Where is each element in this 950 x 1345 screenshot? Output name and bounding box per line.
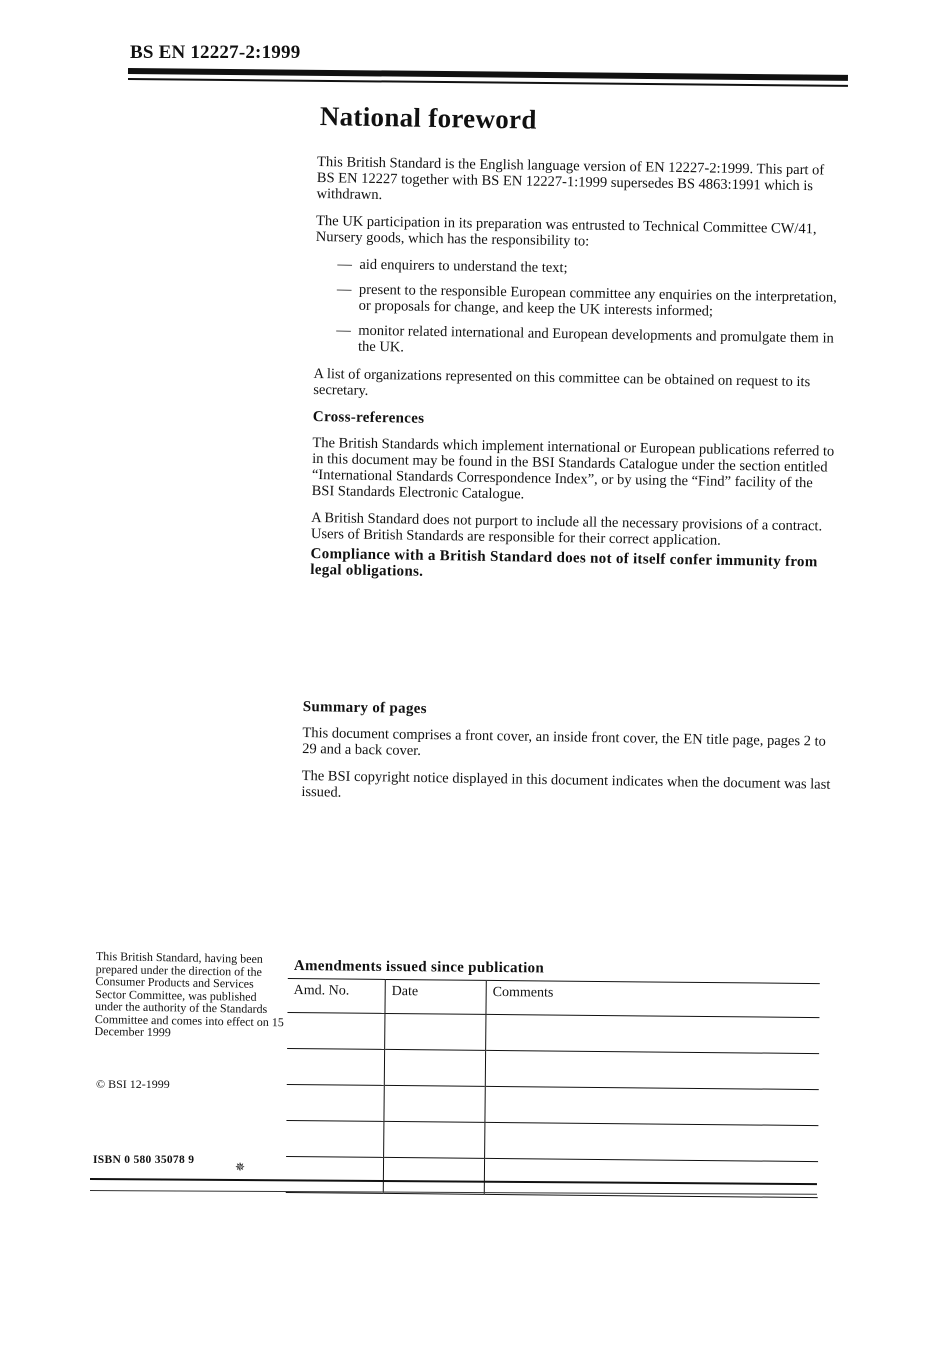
table-cell xyxy=(384,1049,485,1086)
document-code: BS EN 12227-2:1999 xyxy=(130,42,301,63)
table-row xyxy=(286,1120,818,1161)
amendments-title: Amendments issued since publication xyxy=(293,958,545,977)
isbn: ISBN 0 580 35078 9 xyxy=(93,1154,195,1166)
table-cell xyxy=(384,1085,485,1122)
table-header-row xyxy=(287,978,819,1017)
amendments-section xyxy=(286,958,820,1198)
copyright-notice-paragraph: The BSI copyright notice displayed in this document indicates when the document was last issued. xyxy=(301,767,831,801)
publication-note: This British Standard, having been prepared under the direction of the Consumer Products and Services Sector Committee, was published under the authority of the Standards Committee and comes into effect on 15 December 1999 xyxy=(94,949,284,1040)
page-title: National foreword xyxy=(319,101,537,135)
summary-paragraph: This document comprises a front cover, an inside front cover, the EN title page, pages 2 to 29 and a back cover. xyxy=(302,724,826,759)
table-cell xyxy=(384,1121,485,1158)
amendments-table xyxy=(286,978,820,1198)
committee-list-paragraph: A list of organizations represented on this committee can be obtained on request to its secretary. xyxy=(313,365,811,399)
participation-paragraph: The UK participation in its preparation was entrusted to Technical Committee CW/41, Nursery goods, which has the responsibility to: xyxy=(315,212,817,250)
table-cell xyxy=(383,1157,484,1194)
cross-references-heading: Cross-references xyxy=(312,408,425,427)
table-cell xyxy=(485,1050,819,1089)
cross-references-paragraph: The British Standards which implement international or European publications referred to in this document may be found in the BSI Standards Catalogue under the section entitled “International Standards Correspondence Index”, or by using the “Find” facility of the BSI Standards Electronic Catalogue. xyxy=(311,434,835,503)
table-row xyxy=(287,1048,819,1089)
scan-mark-icon: ✵ xyxy=(235,1160,246,1174)
table-cell xyxy=(287,1012,385,1049)
summary-section xyxy=(301,697,833,820)
table-cell xyxy=(286,1084,384,1121)
foreword-section xyxy=(310,101,843,587)
summary-heading: Summary of pages xyxy=(302,698,427,718)
responsibility-list xyxy=(314,256,841,363)
column-header-comments: Comments xyxy=(486,980,820,1017)
table-cell xyxy=(486,1014,820,1053)
list-item: — present to the responsible European committee any enquiries on the interpretation, or proposals for change, and keep the UK interests informed; xyxy=(315,281,840,322)
table-cell xyxy=(485,1122,819,1161)
table-cell xyxy=(485,1086,819,1125)
table-cell xyxy=(385,1013,486,1050)
table-cell xyxy=(286,1120,384,1157)
column-header-amd-no: Amd. No. xyxy=(287,978,385,1013)
table-cell xyxy=(287,1048,385,1085)
copyright-line: © BSI 12-1999 xyxy=(96,1077,170,1091)
column-header-date: Date xyxy=(385,979,486,1014)
table-row xyxy=(286,1084,818,1125)
contract-paragraph: A British Standard does not purport to include all the necessary provisions of a contract. Users of British Standards are responsible for their correct application. xyxy=(310,509,823,549)
list-item: — aid enquirers to understand the text; xyxy=(315,256,840,281)
table-row xyxy=(287,1012,819,1053)
list-item: — monitor related international and European developments and promulgate them in the UK. xyxy=(314,322,839,363)
table-cell xyxy=(286,1156,384,1193)
intro-paragraph: This British Standard is the English language version of EN 12227-2:1999. This part of BS EN 12227 together with BS EN 12227-1:1999 supersedes BS 4863:1991 which is withdrawn. xyxy=(316,153,825,204)
compliance-statement: Compliance with a British Standard does not of itself confer immunity from legal obligations. xyxy=(310,545,818,580)
